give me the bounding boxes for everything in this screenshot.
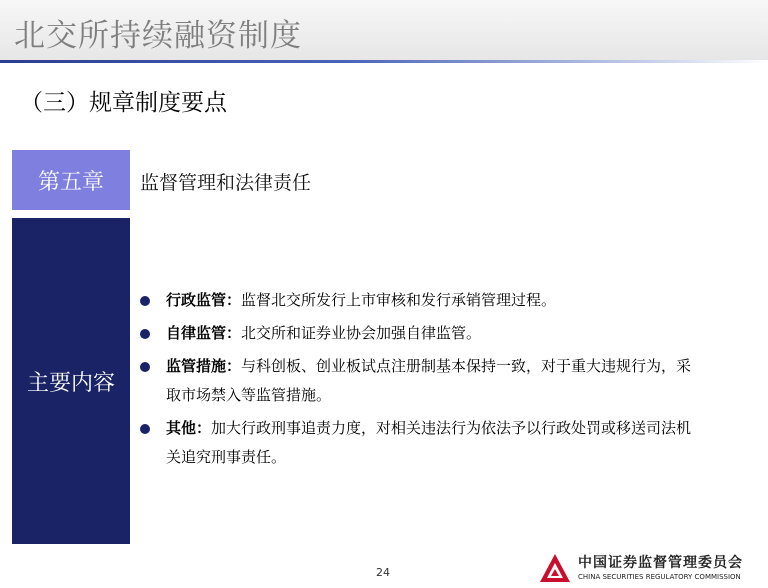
page-number: 24 [376, 566, 390, 579]
bullet-dot-icon [140, 362, 150, 372]
list-item-text: 监督北交所发行上市审核和发行承销管理过程。 [241, 291, 557, 309]
org-name-en: CHINA SECURITIES REGULATORY COMMISSION [578, 573, 741, 581]
content-list [140, 286, 700, 476]
slide-title: 北交所持续融资制度 [14, 18, 302, 54]
list-item-text: 加大行政刑事追责力度，对相关违法行为依法予以行政处罚或移送司法机关追究刑事责任。 [166, 419, 692, 466]
chapter-label: 第五章 [37, 169, 104, 195]
section-heading: （三）规章制度要点 [20, 90, 227, 116]
org-name-cn: 中国证券监督管理委员会 [578, 555, 743, 571]
chapter-label-box [12, 150, 130, 210]
list-item-term: 监管措施： [166, 357, 242, 375]
list-item-term: 自律监管： [166, 324, 242, 342]
bullet-dot-icon [140, 329, 150, 339]
list-item-text: 与科创板、创业板试点注册制基本保持一致，对于重大违规行为，采取市场禁入等监管措施。 [166, 357, 692, 404]
list-item-text: 北交所和证券业协会加强自律监管。 [241, 324, 482, 342]
csrc-logo [538, 552, 764, 586]
chapter-title: 监督管理和法律责任 [140, 172, 312, 194]
list-item [140, 352, 700, 410]
csrc-emblem-icon [538, 552, 572, 584]
bullet-dot-icon [140, 424, 150, 434]
list-item [140, 414, 700, 472]
list-item [140, 286, 700, 315]
list-item-term: 其他： [166, 419, 212, 437]
title-rule [0, 60, 768, 63]
list-item [140, 319, 700, 348]
content-label-box [12, 218, 130, 544]
content-label: 主要内容 [26, 370, 115, 396]
bullet-dot-icon [140, 296, 150, 306]
title-bar [0, 0, 768, 62]
list-item-term: 行政监管： [166, 291, 242, 309]
